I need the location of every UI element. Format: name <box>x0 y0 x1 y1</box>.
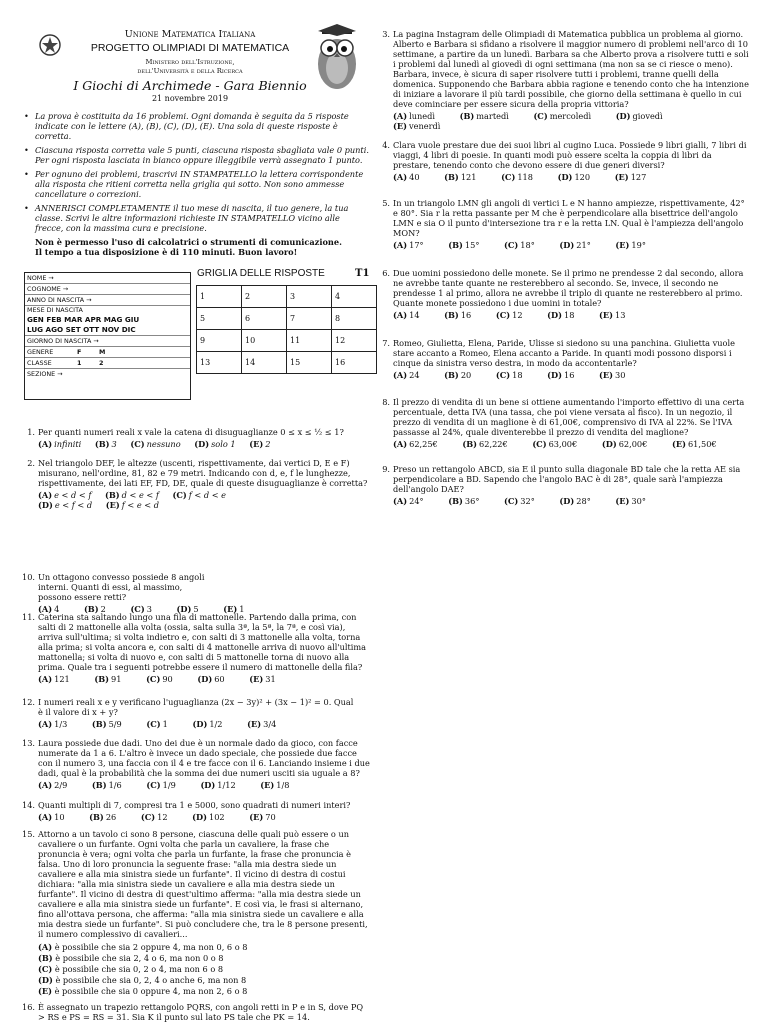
option-letter: (E) <box>260 780 275 790</box>
warning-calculators: Non è permesso l'uso di calcolatrici o strumenti di comunicazione. <box>35 237 342 247</box>
answer-option[interactable]: 1/2 <box>209 719 223 729</box>
question-2 <box>22 458 372 510</box>
answer-option[interactable]: 60 <box>214 674 225 684</box>
answer-option[interactable]: 4 <box>54 604 60 614</box>
question-14 <box>22 800 372 822</box>
genere-m[interactable]: M <box>99 348 106 356</box>
option-letter: (A) <box>393 111 408 121</box>
grid-code: T1 <box>355 268 370 279</box>
option-letter: (D) <box>559 240 575 250</box>
option-letter: (C) <box>140 812 156 822</box>
answer-option[interactable]: infiniti <box>54 439 82 449</box>
months-row-2[interactable]: LUG AGO SET OTT NOV DIC <box>27 325 136 334</box>
field-anno[interactable]: ANNO DI NASCITA → <box>25 295 190 306</box>
answer-option[interactable]: 30° <box>631 496 646 506</box>
grid-cell[interactable]: 2 <box>242 286 287 308</box>
ministry-line-1: Ministero dell'Istruzione, <box>145 58 235 67</box>
option-letter: (B) <box>104 490 120 500</box>
option-letter: (E) <box>249 674 264 684</box>
option-letter: (A) <box>38 719 53 729</box>
project-title: PROGETTO OLIMPIADI DI MATEMATICA <box>90 41 290 54</box>
question-number: 12. <box>22 697 36 707</box>
question-11 <box>22 612 372 684</box>
option-letter: (E) <box>38 986 52 996</box>
question-8 <box>377 397 749 449</box>
answer-option[interactable]: 30 <box>615 370 626 380</box>
question-text: Preso un rettangolo ABCD, sia E il punto sulla diagonale BD tale che la retta AE sia perpendicolare a BD. Sapendo che l'angolo BAC è di 28°, quale sarà l'ampiezza dell'angolo DAE? <box>393 464 741 494</box>
answer-option[interactable]: f < d < e <box>188 490 227 500</box>
grid-cell[interactable]: 9 <box>197 330 242 352</box>
option-letter: (A) <box>38 780 53 790</box>
answer-option[interactable]: 1/9 <box>162 780 176 790</box>
grid-title: GRIGLIA DELLE RISPOSTE <box>197 268 325 279</box>
question-text: Caterina sta saltando lungo una fila di mattonelle. Partendo dalla prima, con salti di 2 mattonelle alla volta (ossia, salta sulla 3ª, la 5ª, la 7ª, e così via), arriva sull'ultima; si volta indietro e, con salti di 3 mattonelle alla volta, torna alla prima; si volta ancora e, con salti di 4 mattonelle arriva di nuovo all'ultima mattonella; si volta di nuovo e, con salti di 5 mattonelle torna di nuovo alla prima. Quale tra i seguenti potrebbe essere il numero di mattonelle della fila? <box>38 612 367 672</box>
option-letter: (D) <box>192 812 207 822</box>
option-letter: (B) <box>89 812 104 822</box>
answer-option[interactable]: 70 <box>265 812 276 822</box>
option-letter: (E) <box>223 604 238 614</box>
option-letter: (D) <box>547 370 562 380</box>
option-letter: (D) <box>197 674 213 684</box>
question-text: Quanti multipli di 7, compresi tra 1 e 5000, sono quadrati di numeri interi? <box>38 800 351 810</box>
months-row-1[interactable]: GEN FEB MAR APR MAG GIU <box>27 315 140 324</box>
answer-option[interactable]: 1 <box>239 604 245 614</box>
competition-date: 21 novembre 2019 <box>151 94 229 104</box>
option-letter: (A) <box>393 310 408 320</box>
answer-option[interactable]: 20 <box>460 370 472 380</box>
option-letter: (D) <box>547 310 562 320</box>
field-nome[interactable]: NOME → <box>25 273 190 284</box>
genere-f[interactable]: F <box>77 348 82 356</box>
question-text: Due uomini possiedono delle monete. Se il primo ne prendesse 2 dal secondo, allora ne avrebbe tante quante ne resterebbero al secondo. Se, invece, il secondo ne prendesse 1 al primo, allora ne avrebbe il triplo di quante ne resterebbero al primo. Quante monete possiedono i due uomini in totale? <box>393 268 744 308</box>
answer-option[interactable]: 12 <box>157 812 168 822</box>
answer-option[interactable]: solo 1 <box>211 439 236 449</box>
question-text: La pagina Instagram delle Olimpiadi di Matematica pubblica un problema al giorno. Alberto e Barbara si sfidano a risolvere il maggior numero di problemi nell'arco di 10 settimane, a partire da un lunedì. Barbara sa che Alberto prova a risolvere tutti e soli i problemi dal lunedì al giovedì di ogni settimana (ma non sa se ci riesce o meno). Barbara, invece, è sicura di saper risolvere tutti i problemi, tranne quelli della domenica. Supponendo che Barbara abbia ragione e tenendo conto che ha intenzione di iniziare a lavorare il più tardi possibile, che giorno della settimana è quello in cui deve cominciare per essere sicura della propria vittoria? <box>393 29 749 109</box>
question-15 <box>22 829 372 997</box>
answer-option[interactable]: 1 <box>162 719 168 729</box>
option-letter: (C) <box>130 604 145 614</box>
option-letter: (E) <box>249 439 264 449</box>
answer-option[interactable]: 14 <box>409 310 420 320</box>
option-letter: (D) <box>38 975 53 985</box>
answer-option[interactable]: 32° <box>520 496 535 506</box>
question-3 <box>377 29 749 131</box>
answer-option[interactable]: 121 <box>54 674 70 684</box>
rule-item: • Per ognuno dei problemi, trascrivi IN STAMPATELLO la lettera corrispondente alla risposta che ritieni corretta nella griglia qui sotto. Non sono ammesse cancellature o correzioni. <box>24 169 369 199</box>
option-letter: (B) <box>444 172 459 182</box>
option-letter: (A) <box>393 370 408 380</box>
question-text: Romeo, Giulietta, Elena, Paride, Ulisse si siedono su una panchina. Giulietta vuole stare accanto a Romeo, Elena accanto a Paride. In quanti modi possono disporsi i cinque da sinistra verso destra, in modo da accontentarle? <box>393 338 735 368</box>
question-text: I numeri reali x e y verificano l'uguaglianza (2x − 3y)² + (3x − 1)² = 0. Qual è il valore di x + y? <box>38 697 354 717</box>
option-letter: (D) <box>194 439 210 449</box>
answer-option[interactable]: 28° <box>576 496 591 506</box>
rule-item: • La prova è costituita da 16 problemi. Ogni domanda è seguita da 5 risposte indicate con le lettere (A), (B), (C), (D), (E). Una sola di queste risposte è corretta. <box>24 111 369 141</box>
answer-option[interactable]: 24 <box>409 370 420 380</box>
option-letter: (A) <box>38 439 53 449</box>
option-letter: (D) <box>559 496 575 506</box>
owl-mascot-icon <box>312 24 362 92</box>
question-6 <box>377 268 749 320</box>
answer-option[interactable]: 102 <box>209 812 225 822</box>
question-13 <box>22 738 372 790</box>
field-genere-label: GENERE <box>27 348 54 356</box>
option-letter: (B) <box>94 439 110 449</box>
question-text: Laura possiede due dadi. Uno dei due è un normale dado da gioco, con facce numerate da 1 a 6. L'altro è invece un dado speciale, che possiede due facce con il numero 3, una faccia con il 4 e tre facce con il 6. Lanciando insieme i due dadi, qual è la probabilità che la somma dei due numeri usciti sia uguale a 8? <box>38 738 370 778</box>
question-12 <box>22 697 372 729</box>
answer-option[interactable]: 118 <box>517 172 533 182</box>
answer-option[interactable]: 90 <box>162 674 173 684</box>
field-classe-label: CLASSE <box>27 359 52 367</box>
question-number: 4. <box>382 140 390 150</box>
option-letter: (A) <box>38 604 53 614</box>
answer-grid <box>196 285 377 374</box>
answer-option[interactable]: 1/12 <box>217 780 236 790</box>
option-letter: (A) <box>393 496 408 506</box>
option-letter: (A) <box>393 240 408 250</box>
answer-option[interactable]: 3 <box>146 604 152 614</box>
answer-option[interactable]: e < d < f <box>54 490 92 500</box>
option-letter: (E) <box>671 439 686 449</box>
answer-option[interactable]: 1/6 <box>108 780 122 790</box>
field-mese-label: MESE DI NASCITA <box>27 306 83 314</box>
ministry-line-2: dell'Università e della Ricerca <box>137 66 243 75</box>
answer-option[interactable]: 91 <box>111 674 122 684</box>
option-letter: (E) <box>599 370 614 380</box>
answer-option[interactable]: 10 <box>54 812 65 822</box>
answer-option[interactable]: 19° <box>631 240 646 250</box>
question-10 <box>22 572 372 614</box>
question-number: 10. <box>22 572 36 582</box>
question-text: Attorno a un tavolo ci sono 8 persone, ciascuna delle quali può essere o un cavaliere o un furfante. Ogni volta che parla un cavaliere, la frase che pronuncia è vera; ogni volta che parla un furfante, la frase che pronuncia è falsa. Uno di loro pronuncia la seguente frase: "alla mia destra siede un cavaliere e alla mia sinistra siede un furfante". Il vicino di destra di costui dichiara: "alla mia sinistra siede un cavaliere e alla mia destra siede un furfante". Il vicino di destra di quest'ultimo afferma: "alla mia destra siede un cavaliere e alla mia sinistra siede un furfante". E così via, le frasi si alternano, fino all'ottava persona, che afferma: "alla mia sinistra siede un cavaliere e alla mia destra siede un furfante". Si può concludere che, tra le 8 persone presenti, il numero complessivo di cavalieri... <box>38 829 368 939</box>
answer-option[interactable]: 62,25€ <box>409 439 438 449</box>
emblem-icon <box>38 32 62 58</box>
grid-cell[interactable]: 14 <box>242 352 287 374</box>
question-16 <box>22 1002 372 1022</box>
option-letter: (E) <box>393 121 407 131</box>
answer-option[interactable]: è possibile che sia 0, 2, 4 o anche 6, ma non 8 <box>55 975 247 985</box>
field-giorno[interactable]: GIORNO DI NASCITA → <box>25 336 190 347</box>
option-letter: (A) <box>38 942 53 952</box>
answer-option[interactable]: e < f < d <box>54 500 93 510</box>
option-letter: (B) <box>444 310 459 320</box>
student-info-form <box>24 272 191 400</box>
option-letter: (B) <box>444 370 459 380</box>
answer-option[interactable]: 1/8 <box>276 780 290 790</box>
option-letter: (C) <box>533 111 548 121</box>
option-letter: (D) <box>38 500 53 510</box>
option-letter: (E) <box>614 172 629 182</box>
option-letter: (B) <box>38 953 53 963</box>
grid-cell[interactable]: 1 <box>197 286 242 308</box>
question-number: 5. <box>382 198 390 208</box>
option-letter: (C) <box>146 719 161 729</box>
warning-time: Il tempo a tua disposizione è di 110 minuti. Buon lavoro! <box>35 247 298 257</box>
option-letter: (A) <box>38 674 53 684</box>
answer-option[interactable]: 121 <box>460 172 477 182</box>
answer-option[interactable]: f < e < d <box>121 500 159 510</box>
answer-option[interactable]: è possibile che sia 0, 2 o 4, ma non 6 o 8 <box>54 964 224 974</box>
question-text: In un triangolo LMN gli angoli di vertici L e N hanno ampiezze, rispettivamente, 42° e 80°. Sia r la retta passante per M che è perpendicolare alla bisettrice dell'angolo LMN e sia O il punto d'intersezione tra r e la retta LN. Qual è l'ampiezza dell'angolo MON? <box>393 198 745 238</box>
answer-option[interactable]: 21° <box>576 240 591 250</box>
option-letter: (D) <box>615 111 631 121</box>
question-text: Clara vuole prestare due dei suoi libri al cugino Luca. Possiede 9 libri gialli, 7 libri di viaggi, 4 libri di poesie. In quanti modi può essere scelta la coppia di libri da prestare, tenendo conto che devono essere di due generi diversi? <box>393 140 747 170</box>
answer-option[interactable]: 5 <box>193 604 199 614</box>
answer-option[interactable]: 3/4 <box>263 719 277 729</box>
rule-item: • Ciascuna risposta corretta vale 5 punti, ciascuna risposta sbagliata vale 0 punti. Per ogni risposta lasciata in bianco oppure illeggibile verrà assegnato 1 punto. <box>24 145 369 165</box>
grid-cell[interactable]: 12 <box>332 330 377 352</box>
answer-option[interactable]: mercoledì <box>549 111 592 121</box>
answer-option[interactable]: è possibile che sia 2, 4 o 6, ma non 0 o 8 <box>55 953 224 963</box>
option-letter: (D) <box>192 719 208 729</box>
question-1 <box>22 427 372 449</box>
answer-option[interactable]: venerdì <box>409 121 441 131</box>
answer-option[interactable]: 17° <box>409 240 424 250</box>
option-letter: (A) <box>393 439 408 449</box>
question-number: 2. <box>27 458 35 468</box>
answer-option[interactable]: 40 <box>409 172 420 182</box>
option-letter: (A) <box>38 490 53 500</box>
question-9 <box>377 464 749 506</box>
question-7 <box>377 338 749 380</box>
answer-option[interactable]: 31 <box>265 674 276 684</box>
answer-option[interactable]: giovedì <box>632 111 663 121</box>
grid-cell[interactable]: 15 <box>287 352 332 374</box>
question-number: 13. <box>22 738 36 748</box>
question-text: Nel triangolo DEF, le altezze (uscenti, rispettivamente, dai vertici D, E e F) misurano, nell'ordine, 81, 82 e 79 metri. Indicando con d, e, f le lunghezze, rispettivamente, dei lati EF, FD, DE, quale di queste disuguaglianze è corretta? <box>38 458 368 488</box>
option-letter: (C) <box>38 964 53 974</box>
option-letter: (E) <box>615 496 630 506</box>
answer-option[interactable]: 62,22€ <box>479 439 508 449</box>
option-letter: (B) <box>448 240 463 250</box>
answer-option[interactable]: 16 <box>564 370 575 380</box>
grid-cell[interactable]: 10 <box>242 330 287 352</box>
answer-option[interactable]: lunedì <box>409 111 435 121</box>
answer-option[interactable]: 61,50€ <box>687 439 717 449</box>
option-letter: (C) <box>501 172 516 182</box>
question-4 <box>377 140 749 182</box>
answer-option[interactable]: 5/9 <box>108 719 122 729</box>
option-letter: (E) <box>247 719 262 729</box>
question-number: 7. <box>382 338 390 348</box>
option-letter: (E) <box>599 310 614 320</box>
question-number: 14. <box>22 800 36 810</box>
option-letter: (C) <box>130 439 145 449</box>
question-number: 15. <box>22 829 36 839</box>
answer-option[interactable]: 16 <box>460 310 472 320</box>
question-number: 6. <box>382 268 390 278</box>
answer-option[interactable]: 18 <box>564 310 575 320</box>
grid-cell[interactable]: 16 <box>332 352 377 374</box>
rule-item: • ANNERISCI COMPLETAMENTE il tuo mese di nascita, il tuo genere, la tua classe. Scrivi le altre informazioni richieste IN STAMPATELLO vicino alle frecce, con la massima cura e precisione. <box>24 203 369 233</box>
answer-option[interactable]: 15° <box>464 240 480 250</box>
org-title: Unione Matematica Italiana <box>124 29 256 40</box>
grid-cell[interactable]: 11 <box>287 330 332 352</box>
grid-cell[interactable]: 4 <box>332 286 377 308</box>
grid-cell[interactable]: 8 <box>332 308 377 330</box>
option-letter: (C) <box>504 240 519 250</box>
grid-cell[interactable]: 3 <box>287 286 332 308</box>
grid-cell[interactable]: 5 <box>197 308 242 330</box>
option-letter: (C) <box>495 370 511 380</box>
option-letter: (C) <box>495 310 511 320</box>
competition-title: I Giochi di Archimede - Gara Biennio <box>73 77 307 93</box>
classe-2[interactable]: 2 <box>99 359 104 367</box>
answer-option[interactable]: 26 <box>105 812 117 822</box>
question-number: 11. <box>22 612 36 622</box>
option-letter: (D) <box>557 172 573 182</box>
rules-list <box>24 111 369 233</box>
option-letter: (A) <box>38 812 53 822</box>
answer-option[interactable]: 2/9 <box>54 780 68 790</box>
option-letter: (D) <box>176 604 192 614</box>
option-letter: (E) <box>249 812 264 822</box>
answer-option[interactable]: 2 <box>100 604 106 614</box>
question-number: 8. <box>382 397 390 407</box>
question-number: 1. <box>27 427 35 437</box>
question-number: 3. <box>382 29 390 39</box>
question-text: Il prezzo di vendita di un bene si ottiene aumentando l'importo effettivo di una certa percentuale, detta IVA (una tassa, che poi viene versata al fisco). In un negozio, il prezzo di vendita di un maglione è di 61,00€, comprensivo di IVA al 22%. Se l'IVA passasse al 24%, quale diventerebbe il prezzo di vendita del maglione? <box>393 397 745 437</box>
answer-option[interactable]: 62,00€ <box>618 439 648 449</box>
question-text: Un ottagono convesso possiede 8 angoli interni. Quanti di essi, al massimo, possono essere retti? <box>38 572 205 602</box>
answer-option[interactable]: martedì <box>476 111 509 121</box>
answer-option[interactable]: 13 <box>615 310 626 320</box>
option-letter: (B) <box>94 674 110 684</box>
option-letter: (D) <box>601 439 617 449</box>
question-text: Per quanti numeri reali x vale la catena di disuguaglianze 0 ≤ x ≤ ½ ≤ 1? <box>38 427 344 437</box>
question-number: 9. <box>382 464 390 474</box>
answer-option[interactable]: 12 <box>512 310 523 320</box>
option-letter: (E) <box>105 500 120 510</box>
option-letter: (C) <box>146 674 161 684</box>
option-letter: (C) <box>172 490 187 500</box>
option-letter: (E) <box>615 240 630 250</box>
classe-1[interactable]: 1 <box>77 359 82 367</box>
grid-cell[interactable]: 7 <box>287 308 332 330</box>
answer-option[interactable]: 18 <box>512 370 523 380</box>
answer-option[interactable]: nessuno <box>146 439 181 449</box>
answer-option[interactable]: è possibile che sia 0 oppure 4, ma non 2, 6 o 8 <box>54 986 248 996</box>
answer-option[interactable]: è possibile che sia 2 oppure 4, ma non 0, 6 o 8 <box>54 942 248 952</box>
option-letter: (B) <box>91 780 107 790</box>
answer-option[interactable]: 120 <box>574 172 591 182</box>
option-letter: (A) <box>393 172 408 182</box>
question-5 <box>377 198 749 250</box>
option-letter: (B) <box>459 111 475 121</box>
field-sezione[interactable]: SEZIONE → <box>27 370 63 378</box>
option-letter: (C) <box>504 496 519 506</box>
question-text: È assegnato un trapezio rettangolo PQRS, con angoli retti in P e in S, dove PQ > RS e PS = RS = 31. Sia K il punto sul lato PS tale che PK = 14. <box>38 1002 364 1022</box>
option-letter: (B) <box>448 496 463 506</box>
grid-cell[interactable]: 6 <box>242 308 287 330</box>
answer-option[interactable]: 1/3 <box>54 719 68 729</box>
option-letter: (B) <box>91 719 107 729</box>
option-letter: (C) <box>532 439 547 449</box>
answer-option[interactable]: 2 <box>265 439 271 449</box>
option-letter: (B) <box>462 439 478 449</box>
answer-option[interactable]: 24° <box>409 496 424 506</box>
answer-option[interactable]: 63,00€ <box>548 439 578 449</box>
answer-option[interactable]: 3 <box>111 439 117 449</box>
field-cognome[interactable]: COGNOME → <box>25 284 190 295</box>
answer-option[interactable]: 127 <box>630 172 647 182</box>
option-letter: (C) <box>146 780 161 790</box>
question-number: 16. <box>22 1002 36 1012</box>
option-letter: (B) <box>83 604 99 614</box>
grid-cell[interactable]: 13 <box>197 352 242 374</box>
answer-option[interactable]: 36° <box>464 496 480 506</box>
answer-option[interactable]: 18° <box>520 240 535 250</box>
answer-option[interactable]: d < e < f <box>121 490 159 500</box>
option-letter: (D) <box>200 780 216 790</box>
